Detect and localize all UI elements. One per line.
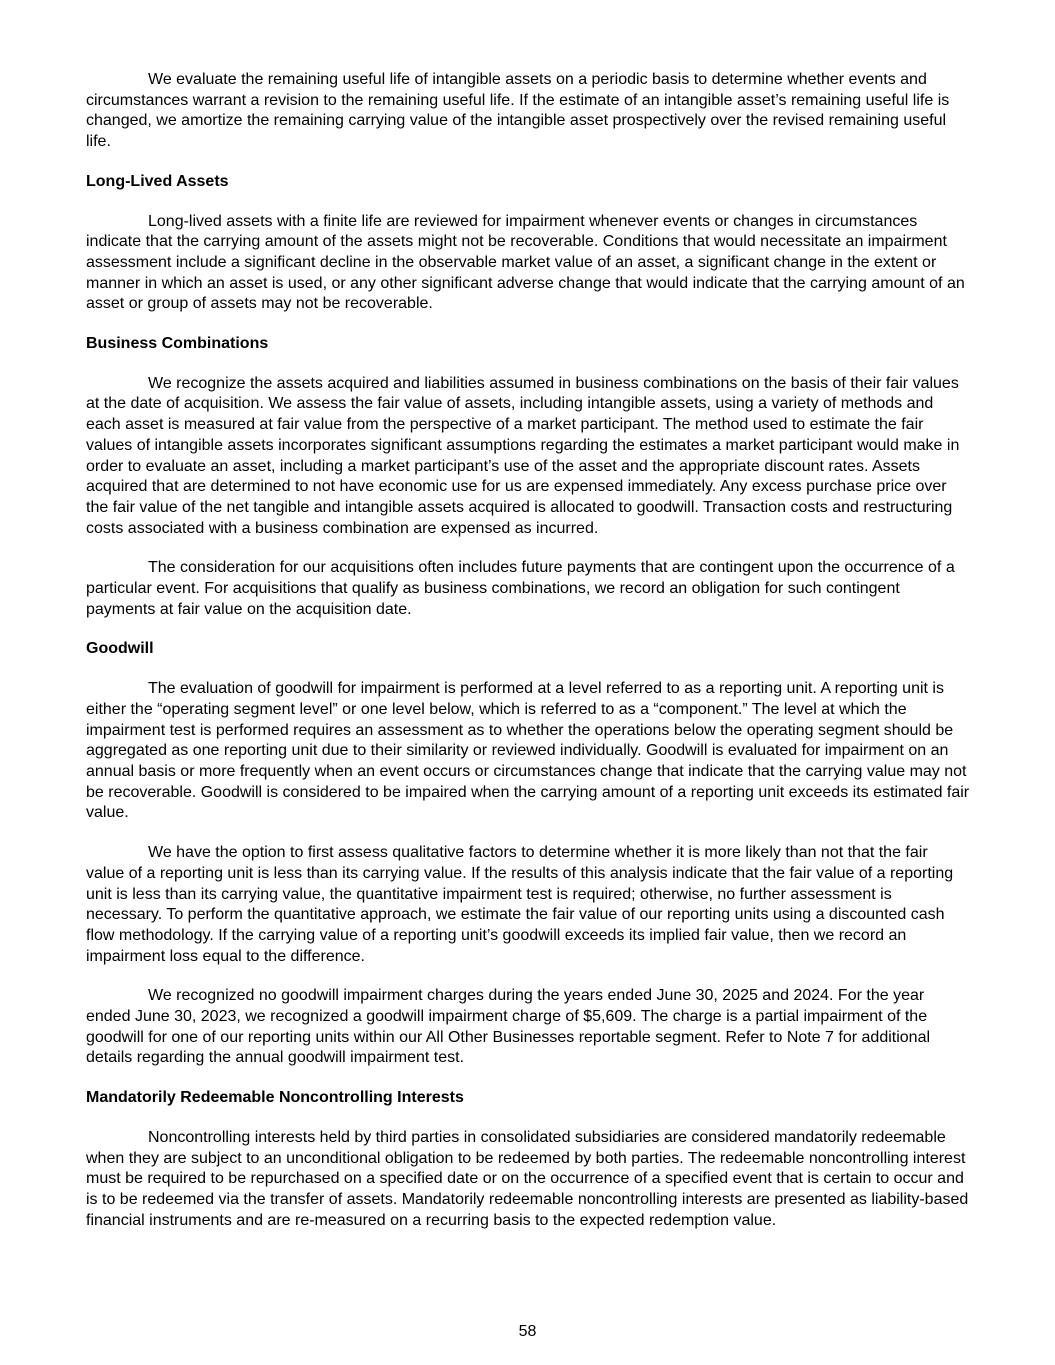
paragraph-goodwill-1: The evaluation of goodwill for impairment is performed at a level referred to as a reporting unit. A reporting unit is either the “operating segment level” or one level below, which is referred to as a “component.” The level at which the impairment test is performed requires an assessment as to whether the operations below the operating segment should be aggregated as one reporting unit due to their similarity or reviewed individually. Goodwill is evaluated for impairment on an annual basis or more frequently when an event occurs or circumstances change that indicate that the carrying value may not be recoverable. Goodwill is considered to be impaired when the carrying amount of a reporting unit exceeds its estimated fair value. — [86, 680, 970, 822]
paragraph-goodwill-3: We recognized no goodwill impairment charges during the years ended June 30, 2025 and 2024. For the year ended June 30, 2023, we recognized a goodwill impairment charge of $5,609. The charge is a partial impairment of the goodwill for one of our reporting units within our All Other Businesses reportable segment. Refer to Note 7 for additional details regarding the annual goodwill impairment test. — [86, 987, 931, 1067]
heading-mandatorily-redeemable: Mandatorily Redeemable Noncontrolling Interests — [86, 1089, 464, 1107]
paragraph-business-combinations-1: We recognize the assets acquired and liabilities assumed in business combinations on the basis of their fair values at the date of acquisition. We assess the fair value of assets, including intangible assets, using a variety of methods and each asset is measured at fair value from the perspective of a market participant. The method used to estimate the fair values of intangible assets incorporates significant assumptions regarding the estimates a market participant would make in order to evaluate an asset, including a market participant’s use of the asset and the appropriate discount rates. Assets acquired that are determined to not have economic use for us are expensed immediately. Any excess purchase price over the fair value of the net tangible and intangible assets acquired is allocated to goodwill. Transaction costs and restructuring costs associated with a business combination are expensed as incurred. — [86, 374, 960, 537]
paragraph-mandatorily-redeemable: Noncontrolling interests held by third parties in consolidated subsidiaries are considered mandatorily redeemable when they are subject to an unconditional obligation to be redeemed by both parties. The redeemable noncontrolling interest must be required to be repurchased on a specified date or on the occurrence of a specified event that is certain to occur and is to be redeemed via the transfer of assets. Mandatorily redeemable noncontrolling interests are presented as liability-based financial instruments and are re-measured on a recurring basis to the expected redemption value. — [86, 1128, 969, 1229]
paragraph-intangible-useful-life: We evaluate the remaining useful life of intangible assets on a periodic basis to determine whether events and circumstances warrant a revision to the remaining useful life. If the estimate of an intangible asset’s remaining useful life is changed, we amortize the remaining carrying value of the intangible asset prospectively over the revised remaining useful life. — [86, 71, 950, 151]
paragraph-business-combinations-2: The consideration for our acquisitions often includes future payments that are contingent upon the occurrence of a particular event. For acquisitions that qualify as business combinations, we record an obligation for such contingent payments at fair value on the acquisition date. — [86, 559, 955, 618]
heading-goodwill: Goodwill — [86, 640, 154, 658]
paragraph-long-lived-assets: Long-lived assets with a finite life are reviewed for impairment whenever events or changes in circumstances indicate that the carrying amount of the assets might not be recoverable. Conditions that would necessitate an impairment assessment include a significant decline in the observable market value of an asset, a significant change in the extent or manner in which an asset is used, or any other significant adverse change that would indicate that the carrying amount of an asset or group of assets may not be recoverable. — [86, 212, 965, 313]
heading-business-combinations: Business Combinations — [86, 335, 269, 353]
paragraph-goodwill-2: We have the option to first assess qualitative factors to determine whether it is more likely than not that the fair value of a reporting unit is less than its carrying value. If the results of this analysis indicate that the fair value of a reporting unit is less than its carrying value, the quantitative impairment test is required; otherwise, no further assessment is necessary. To perform the quantitative approach, we estimate the fair value of our reporting units using a discounted cash flow methodology. If the carrying value of a reporting unit’s goodwill exceeds its implied fair value, then we record an impairment loss equal to the difference. — [86, 844, 954, 965]
heading-long-lived-assets: Long-Lived Assets — [86, 172, 229, 190]
page-number: 58 — [518, 1323, 537, 1340]
document-body — [86, 70, 970, 1250]
